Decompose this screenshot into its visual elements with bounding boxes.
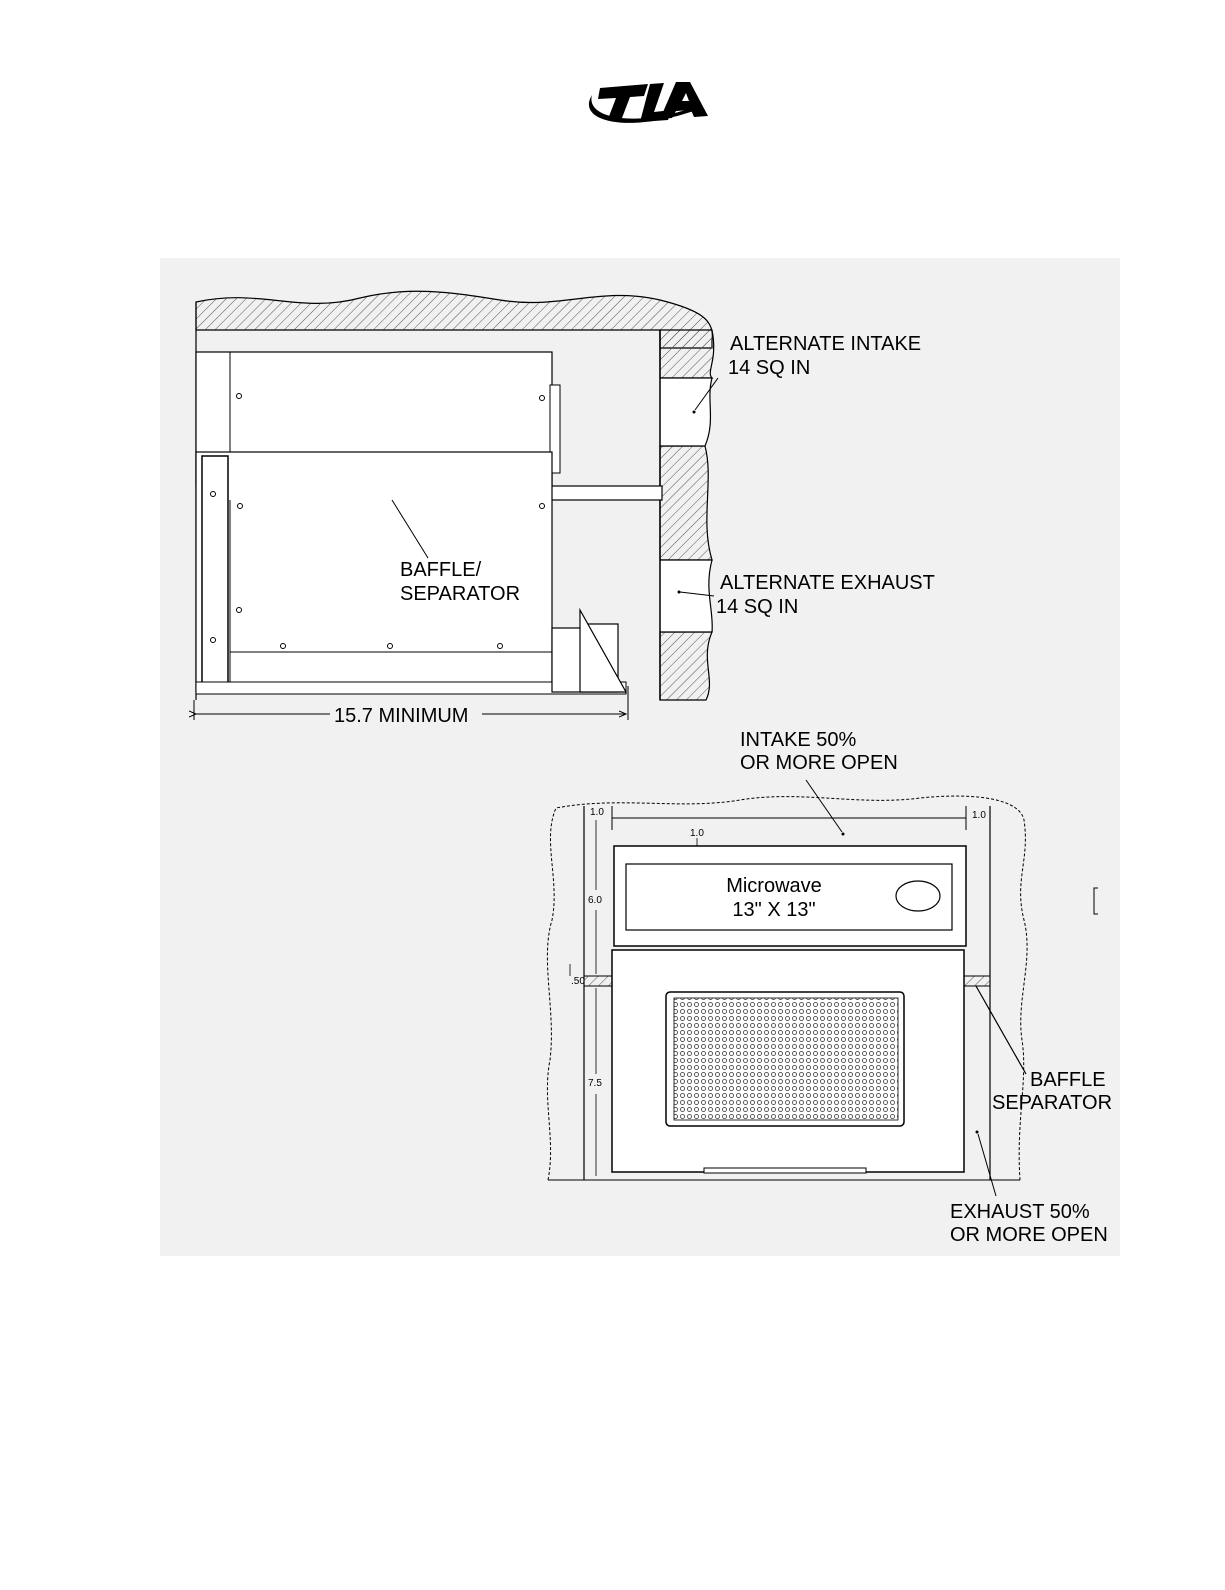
alternate-intake-label-2: 14 SQ IN <box>728 357 811 379</box>
microwave-label: Microwave <box>726 875 822 897</box>
width-dimension-label: 15.7 MINIMUM <box>334 705 469 727</box>
alternate-intake-opening <box>660 378 712 446</box>
side-baffle-label-2: SEPARATOR <box>400 583 521 605</box>
dim-lower-height: 7.5 <box>588 1078 602 1089</box>
side-oven-lower <box>196 452 552 692</box>
dim-top-gap: 1.0 <box>690 828 704 839</box>
cabinet-right-wall-hatch-2 <box>660 446 712 560</box>
dim-upper-height: 6.0 <box>588 895 602 906</box>
cabinet-right-wall-hatch-1 <box>660 330 714 378</box>
microwave-knob <box>896 881 940 911</box>
microwave-size-label: 13" X 13" <box>732 899 816 921</box>
front-baffle-right <box>964 976 990 986</box>
alternate-exhaust-label-2: 14 SQ IN <box>716 596 799 618</box>
dim-right-gap: 1.0 <box>972 810 986 821</box>
dim-baffle-thickness: .50 <box>571 976 585 987</box>
oven-handle <box>704 1168 866 1173</box>
intake-label-1: INTAKE 50% <box>740 729 857 751</box>
cabinet-right-wall-hatch-3 <box>660 632 712 700</box>
front-baffle-label-2: SEPARATOR <box>992 1092 1113 1114</box>
alternate-intake-label-1: ALTERNATE INTAKE <box>730 333 922 355</box>
alternate-exhaust-label-1: ALTERNATE EXHAUST <box>720 572 935 594</box>
exhaust-label-1: EXHAUST 50% <box>950 1201 1090 1223</box>
front-baffle-label-1: BAFFLE <box>1030 1069 1106 1091</box>
oven-window-grid <box>674 998 898 1120</box>
intake-label-2: OR MORE OPEN <box>740 752 898 774</box>
exhaust-label-2: OR MORE OPEN <box>950 1224 1108 1246</box>
side-baffle-label-1: BAFFLE/ <box>400 559 482 581</box>
front-baffle-left <box>584 976 612 986</box>
side-door-panel <box>202 456 228 688</box>
dim-left-gap: 1.0 <box>590 807 604 818</box>
alternate-exhaust-opening <box>660 560 712 632</box>
tia-logo <box>589 82 708 123</box>
